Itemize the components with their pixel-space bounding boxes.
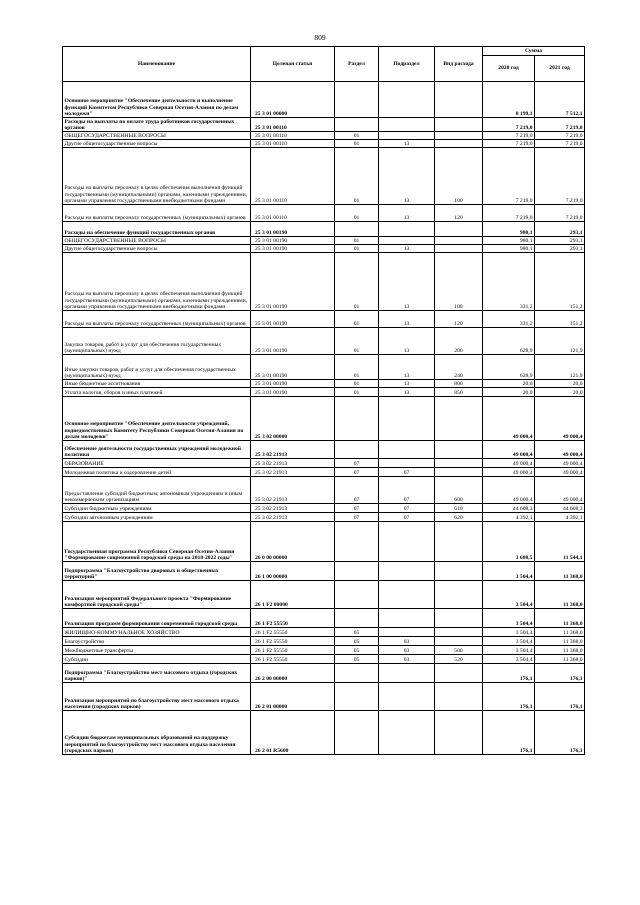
row-2021-cell: 11 368,0 [535, 581, 585, 609]
row-2020-cell: 3 680,5 [483, 522, 535, 562]
row-2021-cell: 11 368,0 [535, 609, 585, 628]
table-row [63, 609, 585, 628]
row-subsection-cell: 13 [379, 205, 435, 222]
row-2020-cell: 980,1 [483, 245, 535, 253]
row-2020-cell: 331,2 [483, 253, 535, 311]
row-target-cell: 25 3 01 00190 [251, 355, 335, 380]
row-subsection-cell [379, 628, 435, 637]
table-row [63, 581, 585, 609]
row-2020-cell: 176,1 [483, 683, 535, 711]
header-row-1 [63, 47, 585, 56]
row-target-cell: 26 2 00 00000 [251, 664, 335, 683]
row-subsection-cell: 13 [379, 380, 435, 388]
header-section: Раздел [335, 47, 379, 82]
row-expense-type-cell [435, 222, 483, 237]
row-section-cell: 07 [335, 504, 379, 513]
row-name-cell: ОБЩЕГОСУДАРСТВЕННЫЕ ВОПРОСЫ [63, 132, 251, 140]
row-subsection-cell: 13 [379, 140, 435, 148]
row-section-cell [335, 683, 379, 711]
row-expense-type-cell [435, 683, 483, 711]
row-expense-type-cell [435, 711, 483, 755]
row-name-cell: Другие общегосударственные вопросы [63, 245, 251, 253]
table-row [63, 380, 585, 388]
row-subsection-cell: 07 [379, 513, 435, 522]
row-subsection-cell [379, 683, 435, 711]
row-2021-cell: 49 000,4 [535, 441, 585, 459]
row-expense-type-cell: 500 [435, 646, 483, 655]
row-2021-cell: 49 000,4 [535, 468, 585, 477]
row-expense-type-cell: 240 [435, 355, 483, 380]
row-section-cell [335, 609, 379, 628]
row-expense-type-cell [435, 82, 483, 118]
row-name-cell: Расходы на выплаты персоналу в целях обеспечения выполнения функций государственными (муниципальными) органами, казенными учреждениями, органами управления государственными внебюджетными фондами [63, 148, 251, 205]
row-2021-cell: 11 368,0 [535, 646, 585, 655]
row-2020-cell: 7 219,0 [483, 118, 535, 132]
row-name-cell: Субсидии [63, 655, 251, 664]
table-row [63, 683, 585, 711]
row-name-cell: Субсидии автономным учреждениям [63, 513, 251, 522]
row-2021-cell: 176,1 [535, 664, 585, 683]
row-2020-cell: 49 000,4 [483, 459, 535, 468]
header-target: Целевая статья [251, 47, 335, 82]
row-subsection-cell [379, 664, 435, 683]
row-expense-type-cell: 610 [435, 504, 483, 513]
row-expense-type-cell [435, 459, 483, 468]
row-2021-cell: 11 368,0 [535, 562, 585, 581]
row-2020-cell: 628,9 [483, 328, 535, 355]
row-name-cell: Иные бюджетные ассигнования [63, 380, 251, 388]
row-2020-cell: 3 504,4 [483, 581, 535, 609]
row-expense-type-cell [435, 441, 483, 459]
row-target-cell: 25 3 01 00190 [251, 380, 335, 388]
row-target-cell: 25 3 01 00190 [251, 388, 335, 397]
row-section-cell: 05 [335, 628, 379, 637]
row-2021-cell: 49 000,4 [535, 477, 585, 504]
row-section-cell [335, 82, 379, 118]
table-row [63, 522, 585, 562]
row-expense-type-cell [435, 664, 483, 683]
row-name-cell: Подпрограмма "Благоустройство дворовых и общественных территорий" [63, 562, 251, 581]
row-name-cell: Закупка товаров, работ и услуг для обеспечения государственных (муниципальных) нужд [63, 328, 251, 355]
table-row [63, 245, 585, 253]
table-row [63, 664, 585, 683]
row-expense-type-cell [435, 522, 483, 562]
row-2020-cell: 49 000,4 [483, 397, 535, 441]
row-2020-cell: 20,0 [483, 380, 535, 388]
row-2021-cell: 151,2 [535, 311, 585, 328]
page-number: 809 [314, 33, 326, 42]
row-section-cell [335, 562, 379, 581]
row-name-cell: Реализация мероприятий по благоустройству мест массового отдыха населения (городских парков) [63, 683, 251, 711]
row-name-cell: Расходы на выплаты по оплате труда работников государственных органов [63, 118, 251, 132]
row-2021-cell: 11 368,0 [535, 655, 585, 664]
row-2021-cell: 176,1 [535, 683, 585, 711]
row-target-cell: 25 3 01 00110 [251, 205, 335, 222]
row-name-cell: Молодежная политика и оздоровление детей [63, 468, 251, 477]
table-row [63, 118, 585, 132]
row-expense-type-cell: 800 [435, 380, 483, 388]
row-2021-cell: 7 219,0 [535, 132, 585, 140]
row-expense-type-cell: 100 [435, 148, 483, 205]
row-target-cell: 25 3 01 00110 [251, 140, 335, 148]
header-2020: 2020 год [483, 56, 535, 82]
row-name-cell: Основное мероприятие "Обеспечение деятельности и выполнение функций Комитетом Республики Северная Осетия-Алания по делам молодежи" [63, 82, 251, 118]
row-target-cell: 25 3 02 21913 [251, 459, 335, 468]
row-target-cell: 26 1 F2 00000 [251, 581, 335, 609]
header-expense-type: Вид расхода [435, 47, 483, 82]
row-section-cell: 05 [335, 646, 379, 655]
row-expense-type-cell: 620 [435, 513, 483, 522]
row-2021-cell: 293,1 [535, 245, 585, 253]
table-row [63, 140, 585, 148]
header-subsection: Подраздел [379, 47, 435, 82]
row-name-cell: Иные закупки товаров, работ и услуг для обеспечения государственных (муниципальных) нужд [63, 355, 251, 380]
row-2021-cell: 44 608,3 [535, 504, 585, 513]
row-name-cell: Другие общегосударственные вопросы [63, 140, 251, 148]
row-section-cell [335, 118, 379, 132]
row-section-cell [335, 222, 379, 237]
row-name-cell: Основное мероприятие "Обеспечение деятельности учреждений, подведомственных Комитету Республики Северная Осетия-Алания по делам молодежи" [63, 397, 251, 441]
row-target-cell: 25 3 01 00190 [251, 237, 335, 245]
row-expense-type-cell [435, 628, 483, 637]
budget-table [62, 46, 585, 755]
row-name-cell: Благоустройство [63, 637, 251, 646]
row-section-cell: 01 [335, 388, 379, 397]
table-row [63, 82, 585, 118]
row-2020-cell: 20,0 [483, 388, 535, 397]
row-expense-type-cell [435, 132, 483, 140]
row-target-cell: 25 3 02 00000 [251, 397, 335, 441]
row-target-cell: 26 1 F2 55550 [251, 637, 335, 646]
row-name-cell: Расходы на выплаты персоналу государственных (муниципальных) органов [63, 311, 251, 328]
row-section-cell: 01 [335, 380, 379, 388]
row-subsection-cell: 03 [379, 655, 435, 664]
row-section-cell [335, 711, 379, 755]
row-section-cell: 01 [335, 140, 379, 148]
row-2020-cell: 49 000,4 [483, 441, 535, 459]
row-target-cell: 26 1 F2 55550 [251, 609, 335, 628]
row-subsection-cell: 07 [379, 504, 435, 513]
row-section-cell: 01 [335, 148, 379, 205]
row-expense-type-cell [435, 237, 483, 245]
table-row [63, 311, 585, 328]
row-2020-cell: 331,2 [483, 311, 535, 328]
row-subsection-cell [379, 441, 435, 459]
table-row [63, 132, 585, 140]
table-row [63, 504, 585, 513]
row-subsection-cell [379, 118, 435, 132]
row-subsection-cell [379, 609, 435, 628]
row-subsection-cell [379, 459, 435, 468]
row-name-cell: Субсидии бюджетным учреждениям [63, 504, 251, 513]
row-subsection-cell: 13 [379, 253, 435, 311]
row-2020-cell: 7 219,0 [483, 148, 535, 205]
row-subsection-cell [379, 522, 435, 562]
row-2020-cell: 3 504,4 [483, 609, 535, 628]
table-row [63, 148, 585, 205]
row-name-cell: ЖИЛИЩНО-КОММУНАЛЬНОЕ ХОЗЯЙСТВО [63, 628, 251, 637]
row-2020-cell: 980,1 [483, 222, 535, 237]
row-2021-cell: 49 000,4 [535, 459, 585, 468]
row-2020-cell: 4 392,1 [483, 513, 535, 522]
row-subsection-cell [379, 581, 435, 609]
row-name-cell: Расходы на обеспечение функций государственных органов [63, 222, 251, 237]
row-subsection-cell: 13 [379, 245, 435, 253]
row-section-cell: 01 [335, 328, 379, 355]
row-target-cell: 26 1 F2 55550 [251, 628, 335, 637]
row-subsection-cell: 13 [379, 328, 435, 355]
row-expense-type-cell [435, 609, 483, 628]
row-section-cell: 01 [335, 132, 379, 140]
header-sum: Сумма [483, 47, 585, 56]
row-2020-cell: 7 219,0 [483, 132, 535, 140]
row-expense-type-cell [435, 245, 483, 253]
row-subsection-cell: 13 [379, 148, 435, 205]
row-name-cell: Расходы на выплаты персоналу в целях обеспечения выполнения функций государственными (муниципальными) органами, казенными учреждениями, органами управления государственными внебюджетными фондами [63, 253, 251, 311]
row-target-cell: 25 3 01 00190 [251, 222, 335, 237]
row-name-cell: ОБЩЕГОСУДАРСТВЕННЫЕ ВОПРОСЫ [63, 237, 251, 245]
row-subsection-cell: 07 [379, 477, 435, 504]
row-2020-cell: 3 504,4 [483, 562, 535, 581]
row-section-cell [335, 397, 379, 441]
row-target-cell: 26 1 F2 55550 [251, 655, 335, 664]
row-name-cell: Реализация программ формирования современной городской среды [63, 609, 251, 628]
row-expense-type-cell [435, 397, 483, 441]
row-expense-type-cell: 120 [435, 311, 483, 328]
table-row [63, 468, 585, 477]
row-target-cell: 25 3 01 00110 [251, 148, 335, 205]
row-2021-cell: 7 219,0 [535, 205, 585, 222]
row-expense-type-cell [435, 637, 483, 646]
row-name-cell: Предоставление субсидий бюджетным, автономным учреждениям и иным некоммерческим организациям [63, 477, 251, 504]
row-2020-cell: 628,9 [483, 355, 535, 380]
row-subsection-cell [379, 222, 435, 237]
row-2021-cell: 11 368,0 [535, 628, 585, 637]
table-row [63, 655, 585, 664]
row-subsection-cell [379, 562, 435, 581]
row-name-cell: Межбюджетные трансферты [63, 646, 251, 655]
row-2021-cell: 293,1 [535, 222, 585, 237]
row-section-cell [335, 441, 379, 459]
row-section-cell: 01 [335, 253, 379, 311]
row-2020-cell: 3 504,4 [483, 655, 535, 664]
table-row [63, 513, 585, 522]
row-target-cell: 25 3 01 00190 [251, 253, 335, 311]
row-section-cell: 01 [335, 205, 379, 222]
row-subsection-cell: 13 [379, 311, 435, 328]
row-target-cell: 25 3 02 21913 [251, 441, 335, 459]
table-row [63, 388, 585, 397]
row-name-cell: Государственная программа Республики Северная Осетия-Алания "Формирование современной городской среды на 2018-2022 годы" [63, 522, 251, 562]
row-section-cell [335, 522, 379, 562]
row-2020-cell: 49 000,4 [483, 477, 535, 504]
table-row [63, 562, 585, 581]
row-expense-type-cell [435, 581, 483, 609]
row-2020-cell: 8 199,1 [483, 82, 535, 118]
row-2020-cell: 44 608,3 [483, 504, 535, 513]
row-2021-cell: 11 544,1 [535, 522, 585, 562]
row-2021-cell: 11 368,0 [535, 637, 585, 646]
row-2020-cell: 3 504,4 [483, 637, 535, 646]
row-2021-cell: 7 219,0 [535, 148, 585, 205]
row-subsection-cell [379, 397, 435, 441]
row-name-cell: Субсидии бюджетам муниципальных образований на поддержку мероприятий по благоустройству мест массового отдыха населения (городских парков) [63, 711, 251, 755]
row-2021-cell: 121,9 [535, 355, 585, 380]
table-row [63, 477, 585, 504]
table-row [63, 711, 585, 755]
table-row [63, 459, 585, 468]
row-name-cell: ОБРАЗОВАНИЕ [63, 459, 251, 468]
row-target-cell: 25 3 02 21913 [251, 477, 335, 504]
row-2020-cell: 49 000,4 [483, 468, 535, 477]
row-name-cell: Обеспечение деятельности государственных учреждений молодежной политики [63, 441, 251, 459]
row-expense-type-cell: 120 [435, 205, 483, 222]
row-2021-cell: 49 000,4 [535, 397, 585, 441]
row-2020-cell: 3 504,4 [483, 628, 535, 637]
row-2020-cell: 7 219,0 [483, 205, 535, 222]
table-row [63, 328, 585, 355]
row-section-cell [335, 664, 379, 683]
table-row [63, 222, 585, 237]
row-target-cell: 25 3 01 00000 [251, 82, 335, 118]
row-section-cell: 01 [335, 311, 379, 328]
row-subsection-cell: 03 [379, 646, 435, 655]
row-2020-cell: 176,1 [483, 664, 535, 683]
row-section-cell: 07 [335, 477, 379, 504]
row-name-cell: Уплата налогов, сборов и иных платежей [63, 388, 251, 397]
row-2021-cell: 151,2 [535, 253, 585, 311]
table-row [63, 205, 585, 222]
header-name: Наименование [63, 47, 251, 82]
row-expense-type-cell: 850 [435, 388, 483, 397]
row-expense-type-cell: 200 [435, 328, 483, 355]
row-section-cell: 05 [335, 655, 379, 664]
row-section-cell: 01 [335, 237, 379, 245]
row-target-cell: 26 0 00 00000 [251, 522, 335, 562]
row-target-cell: 25 3 01 00110 [251, 132, 335, 140]
table-row [63, 637, 585, 646]
row-2021-cell: 293,1 [535, 237, 585, 245]
table-row [63, 355, 585, 380]
row-target-cell: 25 3 02 21913 [251, 468, 335, 477]
row-expense-type-cell [435, 468, 483, 477]
row-target-cell: 25 3 01 00190 [251, 311, 335, 328]
row-section-cell: 01 [335, 355, 379, 380]
row-2021-cell: 7 219,0 [535, 118, 585, 132]
table-row [63, 441, 585, 459]
row-expense-type-cell: 520 [435, 655, 483, 664]
row-subsection-cell [379, 711, 435, 755]
row-expense-type-cell: 600 [435, 477, 483, 504]
row-subsection-cell [379, 82, 435, 118]
table-body [63, 82, 585, 755]
row-target-cell: 25 3 01 00110 [251, 118, 335, 132]
table-row [63, 237, 585, 245]
row-2020-cell: 980,1 [483, 237, 535, 245]
row-2021-cell: 121,9 [535, 328, 585, 355]
row-target-cell: 26 2 01 00000 [251, 683, 335, 711]
row-2021-cell: 20,0 [535, 380, 585, 388]
row-expense-type-cell [435, 140, 483, 148]
row-section-cell: 07 [335, 468, 379, 477]
row-expense-type-cell [435, 118, 483, 132]
row-subsection-cell: 03 [379, 637, 435, 646]
row-section-cell: 01 [335, 245, 379, 253]
row-2020-cell: 3 504,4 [483, 646, 535, 655]
row-section-cell: 07 [335, 513, 379, 522]
row-section-cell: 07 [335, 459, 379, 468]
header-2021: 2021 год [535, 56, 585, 82]
row-2021-cell: 7 219,0 [535, 140, 585, 148]
table-row [63, 646, 585, 655]
row-subsection-cell: 13 [379, 388, 435, 397]
row-subsection-cell [379, 237, 435, 245]
row-2021-cell: 176,1 [535, 711, 585, 755]
row-2021-cell: 7 512,1 [535, 82, 585, 118]
table-row [63, 253, 585, 311]
row-subsection-cell: 07 [379, 468, 435, 477]
row-target-cell: 26 2 01 R5600 [251, 711, 335, 755]
row-name-cell: Расходы на выплаты персоналу государственных (муниципальных) органов [63, 205, 251, 222]
row-target-cell: 25 3 02 21913 [251, 504, 335, 513]
row-2021-cell: 20,0 [535, 388, 585, 397]
row-section-cell: 05 [335, 637, 379, 646]
row-section-cell [335, 581, 379, 609]
row-2020-cell: 7 219,0 [483, 140, 535, 148]
row-expense-type-cell: 100 [435, 253, 483, 311]
row-name-cell: Реализация мероприятий Федерального проекта "Формирование комфортной городской среды" [63, 581, 251, 609]
row-name-cell: Подпрограмма "Благоустройство мест массового отдыха (городских парков)" [63, 664, 251, 683]
row-target-cell: 26 1 F2 55550 [251, 646, 335, 655]
row-expense-type-cell [435, 562, 483, 581]
table-row [63, 397, 585, 441]
row-subsection-cell: 13 [379, 355, 435, 380]
row-target-cell: 25 3 01 00190 [251, 245, 335, 253]
row-2021-cell: 4 392,1 [535, 513, 585, 522]
table-row [63, 628, 585, 637]
row-target-cell: 25 3 01 00190 [251, 328, 335, 355]
row-2020-cell: 176,1 [483, 711, 535, 755]
row-target-cell: 26 1 00 00000 [251, 562, 335, 581]
row-subsection-cell [379, 132, 435, 140]
row-target-cell: 25 3 02 21913 [251, 513, 335, 522]
